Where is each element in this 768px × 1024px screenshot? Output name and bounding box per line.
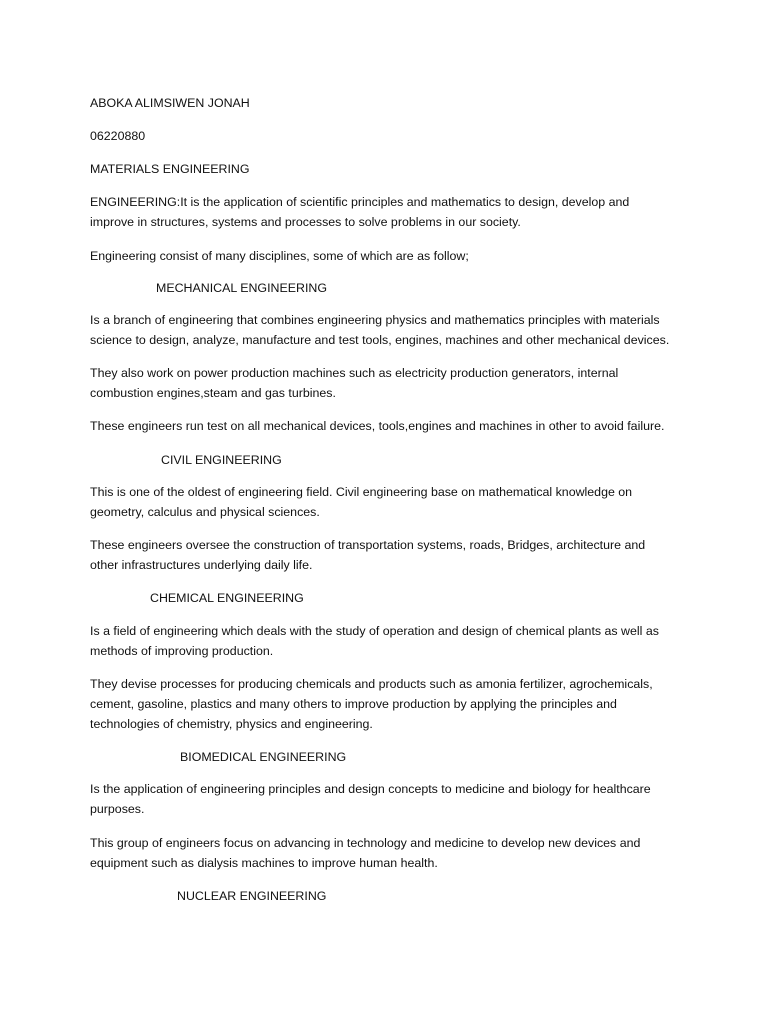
disciplines-intro: Engineering consist of many disciplines, some of which are as follow;: [90, 249, 469, 263]
intro-line: ENGINEERING:It is the application of scientific principles and mathematics to design, develop and: [90, 195, 630, 209]
id-number: 06220880: [90, 129, 146, 143]
biomedical-paragraph-line: Is the application of engineering principles and design concepts to medicine and biology for healthcare: [90, 782, 651, 796]
biomedical-paragraph-line: equipment such as dialysis machines to improve human health.: [90, 856, 438, 870]
intro-line: improve in structures, systems and processes to solve problems in our society.: [90, 215, 521, 229]
civil-paragraph-line: geometry, calculus and physical sciences.: [90, 505, 320, 519]
civil-paragraph-line: other infrastructures underlying daily life.: [90, 558, 313, 572]
section-heading-biomedical: BIOMEDICAL ENGINEERING: [180, 750, 347, 764]
chemical-paragraph-line: They devise processes for producing chemicals and products such as amonia fertilizer, agrochemicals,: [90, 677, 653, 691]
chemical-paragraph-line: technologies of chemistry, physics and engineering.: [90, 717, 373, 731]
biomedical-paragraph-line: purposes.: [90, 802, 145, 816]
author-name: ABOKA ALIMSIWEN JONAH: [90, 96, 250, 110]
chemical-paragraph-line: Is a field of engineering which deals with the study of operation and design of chemical plants as well as: [90, 624, 659, 638]
mechanical-paragraph-line: These engineers run test on all mechanical devices, tools,engines and machines in other to avoid failure.: [90, 419, 665, 433]
civil-paragraph-line: These engineers oversee the construction of transportation systems, roads, Bridges, architecture and: [90, 538, 646, 552]
section-heading-civil: CIVIL ENGINEERING: [161, 453, 282, 467]
section-heading-chemical: CHEMICAL ENGINEERING: [150, 591, 304, 605]
mechanical-paragraph-line: Is a branch of engineering that combines engineering physics and mathematics principles with materials: [90, 313, 660, 327]
mechanical-paragraph-line: They also work on power production machines such as electricity production generators, internal: [90, 366, 619, 380]
biomedical-paragraph-line: This group of engineers focus on advancing in technology and medicine to develop new devices and: [90, 836, 641, 850]
mechanical-paragraph-line: combustion engines,steam and gas turbines.: [90, 386, 336, 400]
civil-paragraph-line: This is one of the oldest of engineering field. Civil engineering base on mathematical knowledge on: [90, 485, 633, 499]
mechanical-paragraph-line: science to design, analyze, manufacture and test tools, engines, machines and other mechanical devices.: [90, 333, 670, 347]
chemical-paragraph-line: cement, gasoline, plastics and many others to improve production by applying the principles and: [90, 697, 617, 711]
section-heading-mechanical: MECHANICAL ENGINEERING: [156, 281, 327, 295]
course-title: MATERIALS ENGINEERING: [90, 162, 250, 176]
section-heading-nuclear: NUCLEAR ENGINEERING: [177, 889, 327, 903]
chemical-paragraph-line: methods of improving production.: [90, 644, 274, 658]
